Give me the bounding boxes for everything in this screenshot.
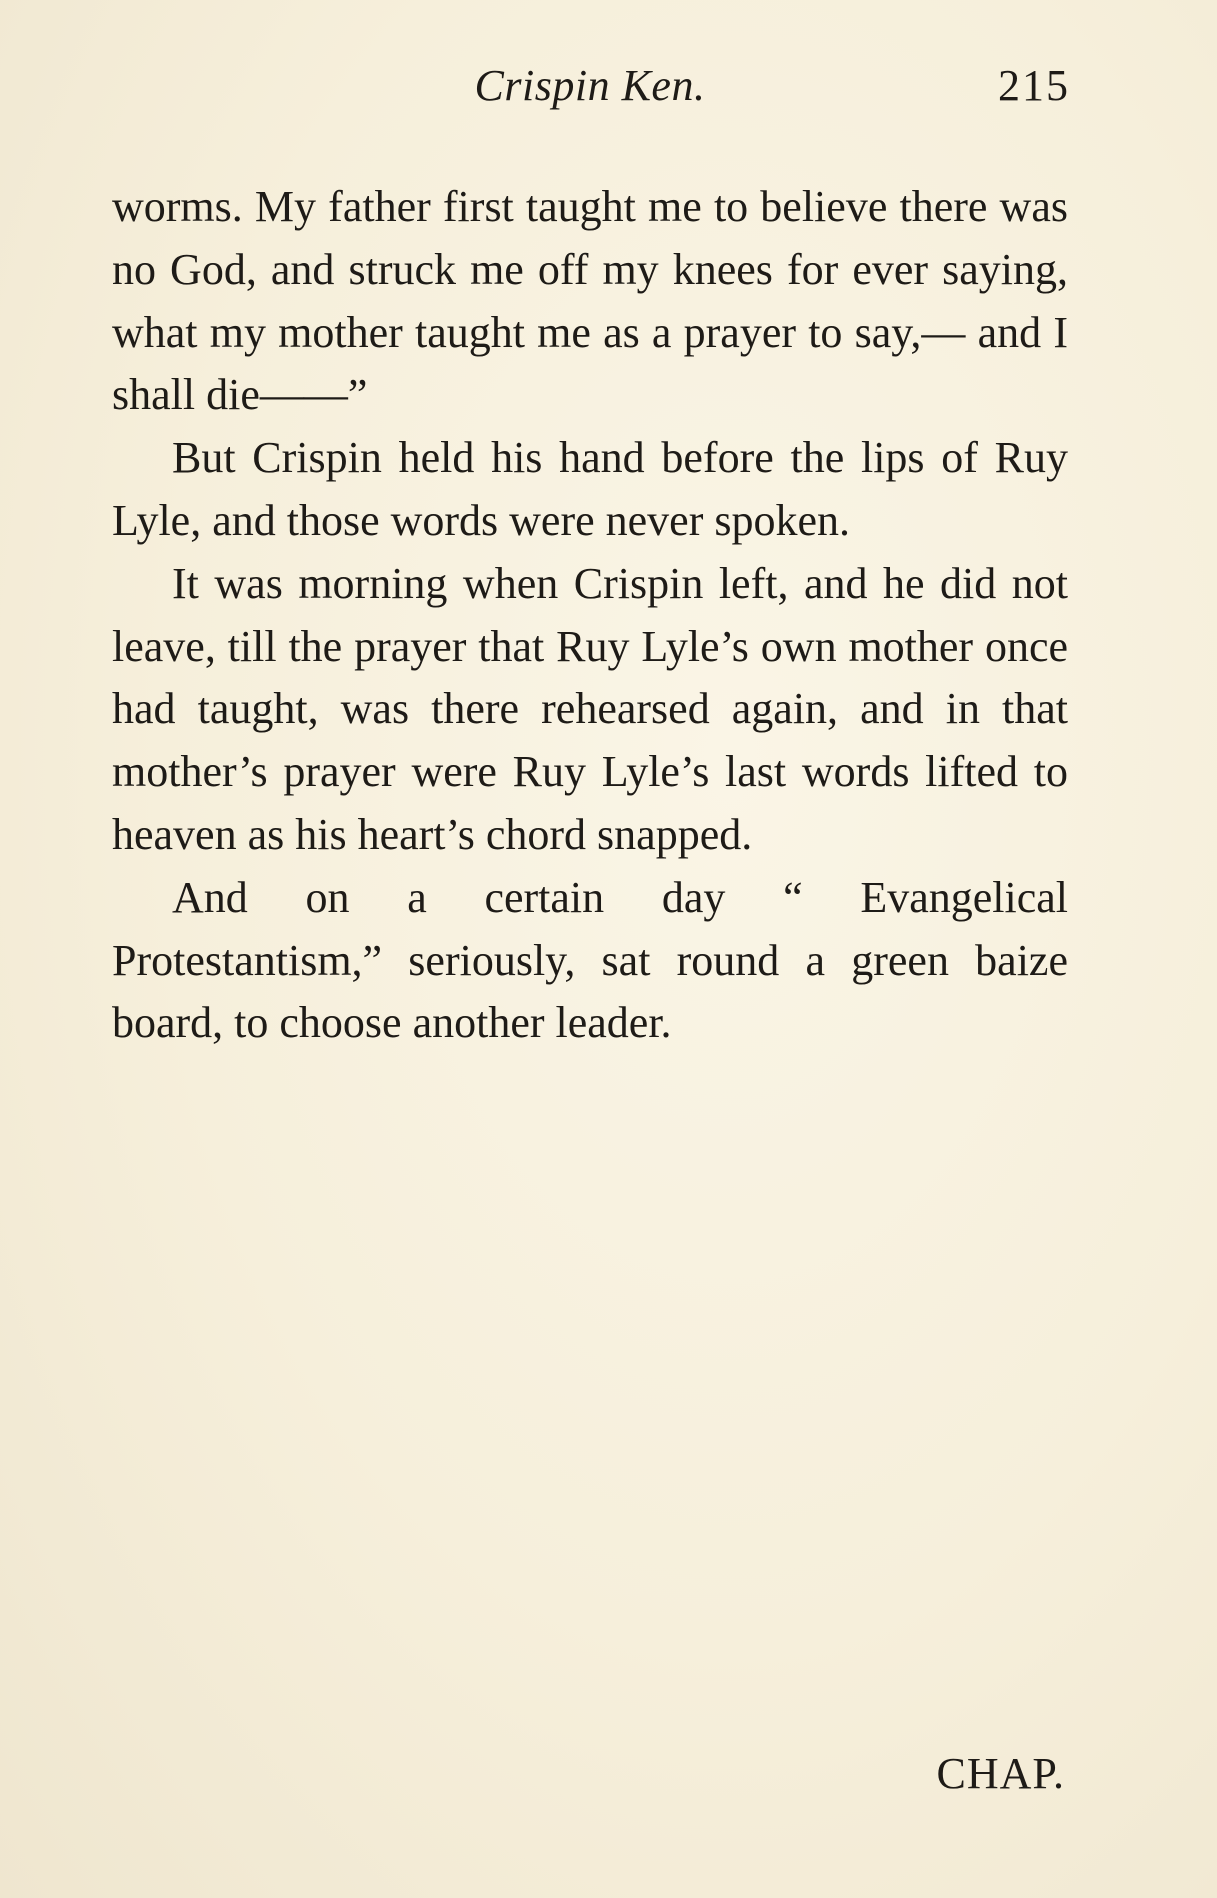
body-text [112,176,1068,1055]
paragraph: But Crispin held his hand before the lips of Ruy Lyle, and those words were never spoken. [112,433,1068,545]
running-title: Crispin Ken. [474,61,706,110]
page-header [110,60,1070,130]
catchword: CHAP. [936,1749,1065,1798]
paragraph: And on a certain day “ Evangelical Protestantism,” seriously, sat round a green baize board, to choose another leader. [112,872,1068,1048]
page-number: 215 [998,61,1070,110]
paragraph-continued: worms. My father first taught me to believe there was no God, and struck me off my knees for ever saying, what my mother taught me as a prayer to say,— and I shall die——” [112,182,1068,420]
paragraph: It was morning when Crispin left, and he did not leave, till the prayer that Ruy Lyle’s own mother once had taught, was there rehearsed again, and in that mother’s prayer were Ruy Lyle’s last words lifted to heaven as his heart’s chord snapped. [112,558,1068,859]
